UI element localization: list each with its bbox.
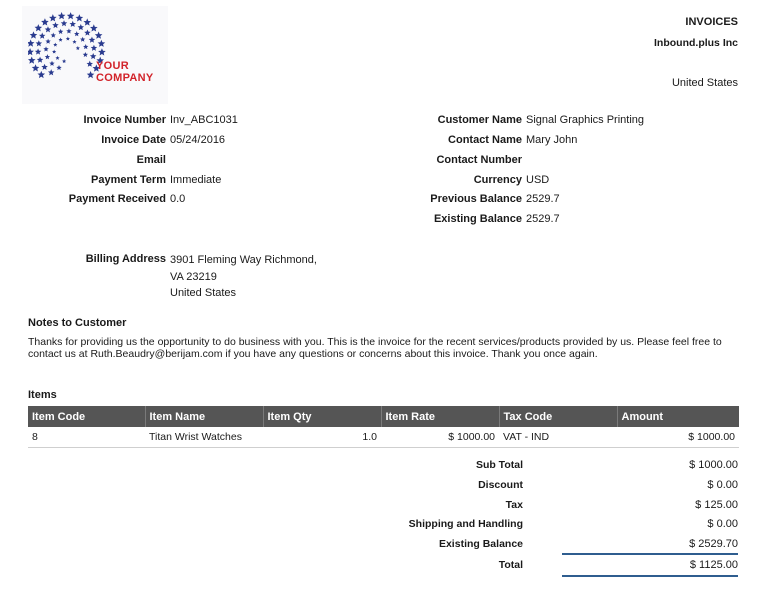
logo-star xyxy=(49,14,57,21)
logo-star xyxy=(61,20,67,26)
previous-balance-row xyxy=(0,192,560,206)
logo-star xyxy=(30,31,38,38)
field-label: Invoice Number xyxy=(83,114,166,126)
column-header: Item Name xyxy=(145,406,263,427)
total-label: Discount xyxy=(478,479,523,491)
logo-star xyxy=(32,64,40,71)
company-country: United States xyxy=(671,77,738,89)
logo-star xyxy=(28,48,34,55)
logo-star xyxy=(98,48,106,55)
discount-row xyxy=(0,478,769,492)
currency-row xyxy=(0,173,550,187)
amount-cell: $ 1000.00 xyxy=(617,427,739,447)
field-label: Payment Received xyxy=(68,193,166,205)
field-label: Email xyxy=(136,154,166,166)
logo-star xyxy=(91,45,97,51)
field-label: Invoice Date xyxy=(101,134,166,146)
billing-line: 3901 Fleming Way Richmond, xyxy=(170,254,317,266)
total-value: $ 0.00 xyxy=(707,479,738,491)
item-code-cell: 8 xyxy=(28,427,145,447)
field-label: Existing Balance xyxy=(433,213,522,225)
logo-star xyxy=(56,65,61,70)
logo-star xyxy=(36,40,42,46)
total-value: $ 125.00 xyxy=(695,499,738,511)
logo-star xyxy=(67,12,75,19)
field-label: Customer Name xyxy=(437,114,522,126)
logo-star xyxy=(83,18,91,25)
logo-star xyxy=(83,44,88,49)
logo-text-line2: COMPANY xyxy=(96,72,154,84)
logo-star xyxy=(37,71,45,78)
logo-star xyxy=(41,64,47,70)
logo-star xyxy=(55,56,59,60)
total-bottom-rule xyxy=(562,575,738,577)
logo-star xyxy=(48,69,54,75)
sub-total-row xyxy=(0,458,769,472)
table-row xyxy=(28,427,739,447)
logo-star xyxy=(66,37,70,41)
logo-star xyxy=(45,39,50,44)
shipping-row xyxy=(0,517,769,531)
company-header xyxy=(654,16,738,89)
logo-star xyxy=(72,40,76,44)
notes-text: Thanks for providing us the opportunity to do business with you. This is the invoice for the recent services/products provided by us. Please feel free to contact us at Ruth.Beaudry@berijam.com if you have any questions or concerns about this invoice. Thank you once again. xyxy=(28,336,722,360)
field-label: Contact Name xyxy=(448,134,522,146)
contact-name-row xyxy=(0,133,578,147)
total-value: $ 2529.70 xyxy=(689,538,738,550)
logo-star xyxy=(58,38,62,42)
field-label: Previous Balance xyxy=(430,193,522,205)
total-label: Total xyxy=(498,559,523,571)
logo-star xyxy=(58,29,63,34)
logo-star xyxy=(90,24,98,31)
items-title: Items xyxy=(28,389,57,401)
logo-star xyxy=(52,22,58,28)
existing-balance-total-row xyxy=(0,537,769,551)
tax-row xyxy=(0,498,769,512)
logo-star xyxy=(28,56,36,63)
column-header: Amount xyxy=(617,406,739,427)
company-logo xyxy=(22,6,168,104)
payment-term-value: Immediate xyxy=(170,174,222,186)
logo-star xyxy=(52,50,56,54)
total-top-rule xyxy=(562,553,738,555)
logo-star xyxy=(83,52,88,57)
currency-value: USD xyxy=(526,174,550,186)
customer-name-value: Signal Graphics Printing xyxy=(526,114,645,126)
column-header: Item Rate xyxy=(381,406,499,427)
billing-address xyxy=(170,252,317,302)
billing-address-label: Billing Address xyxy=(85,253,166,265)
table-header-row xyxy=(28,406,739,427)
grand-total-value: $ 1125.00 xyxy=(689,559,738,571)
logo-star xyxy=(62,59,66,63)
logo-star xyxy=(87,61,93,67)
logo-star xyxy=(74,31,79,36)
field-label: Currency xyxy=(473,174,522,186)
logo-star xyxy=(76,46,80,50)
column-header: Tax Code xyxy=(499,406,617,427)
logo-star xyxy=(51,33,56,38)
logo-star xyxy=(80,37,85,42)
column-header: Item Qty xyxy=(263,406,381,427)
items-table xyxy=(28,406,739,448)
notes-title: Notes to Customer xyxy=(28,317,127,329)
logo-star xyxy=(95,32,103,39)
item-qty-cell: 1.0 xyxy=(263,427,381,447)
logo-star xyxy=(98,40,106,47)
invoice-number-value: Inv_ABC1031 xyxy=(170,114,238,126)
logo-star xyxy=(76,14,84,21)
logo-star xyxy=(45,26,51,32)
logo-star xyxy=(84,29,90,35)
previous-balance-value: 2529.7 xyxy=(526,193,560,205)
field-label: Payment Term xyxy=(91,174,166,186)
logo-star xyxy=(37,57,43,63)
total-label: Shipping and Handling xyxy=(408,518,523,530)
total-value: $ 1000.00 xyxy=(689,459,738,471)
total-value: $ 0.00 xyxy=(707,518,738,530)
existing-balance-row xyxy=(0,212,560,226)
column-header: Item Code xyxy=(28,406,145,427)
total-label: Tax xyxy=(505,499,523,511)
logo-star xyxy=(70,21,76,27)
document-title: INVOICES xyxy=(685,16,738,28)
existing-balance-value: 2529.7 xyxy=(526,213,560,225)
logo-star xyxy=(66,28,71,33)
invoice-date-value: 05/24/2016 xyxy=(170,134,226,146)
logo-text xyxy=(96,60,154,84)
contact-name-value: Mary John xyxy=(526,134,578,146)
logo-star xyxy=(53,43,57,47)
billing-line: United States xyxy=(170,287,237,299)
logo-star xyxy=(58,12,66,19)
payment-received-value: 0.0 xyxy=(170,193,186,205)
company-name: Inbound.plus Inc xyxy=(654,37,738,49)
total-label: Sub Total xyxy=(475,459,523,471)
logo-star xyxy=(41,18,49,25)
grand-total-row xyxy=(0,558,769,572)
item-rate-cell: $ 1000.00 xyxy=(381,427,499,447)
logo-star xyxy=(35,24,43,31)
logo-star xyxy=(90,53,96,59)
field-label: Contact Number xyxy=(436,154,522,166)
logo-star xyxy=(87,71,95,78)
logo-star xyxy=(49,61,54,66)
logo-star xyxy=(39,33,45,39)
logo-star xyxy=(43,46,48,51)
tax-code-cell: VAT - IND xyxy=(499,427,617,447)
logo-star xyxy=(89,37,95,43)
logo-star xyxy=(45,54,50,59)
total-label: Existing Balance xyxy=(438,538,523,550)
logo-star xyxy=(28,39,34,46)
item-name-cell: Titan Wrist Watches xyxy=(145,427,263,447)
customer-name-row xyxy=(0,113,645,127)
logo-text-line1: YOUR xyxy=(96,60,129,72)
logo-star xyxy=(35,48,41,54)
logo-star xyxy=(78,24,84,30)
contact-number-row xyxy=(0,153,522,167)
star-globe-icon xyxy=(28,8,106,94)
billing-line: VA 23219 xyxy=(170,270,217,283)
